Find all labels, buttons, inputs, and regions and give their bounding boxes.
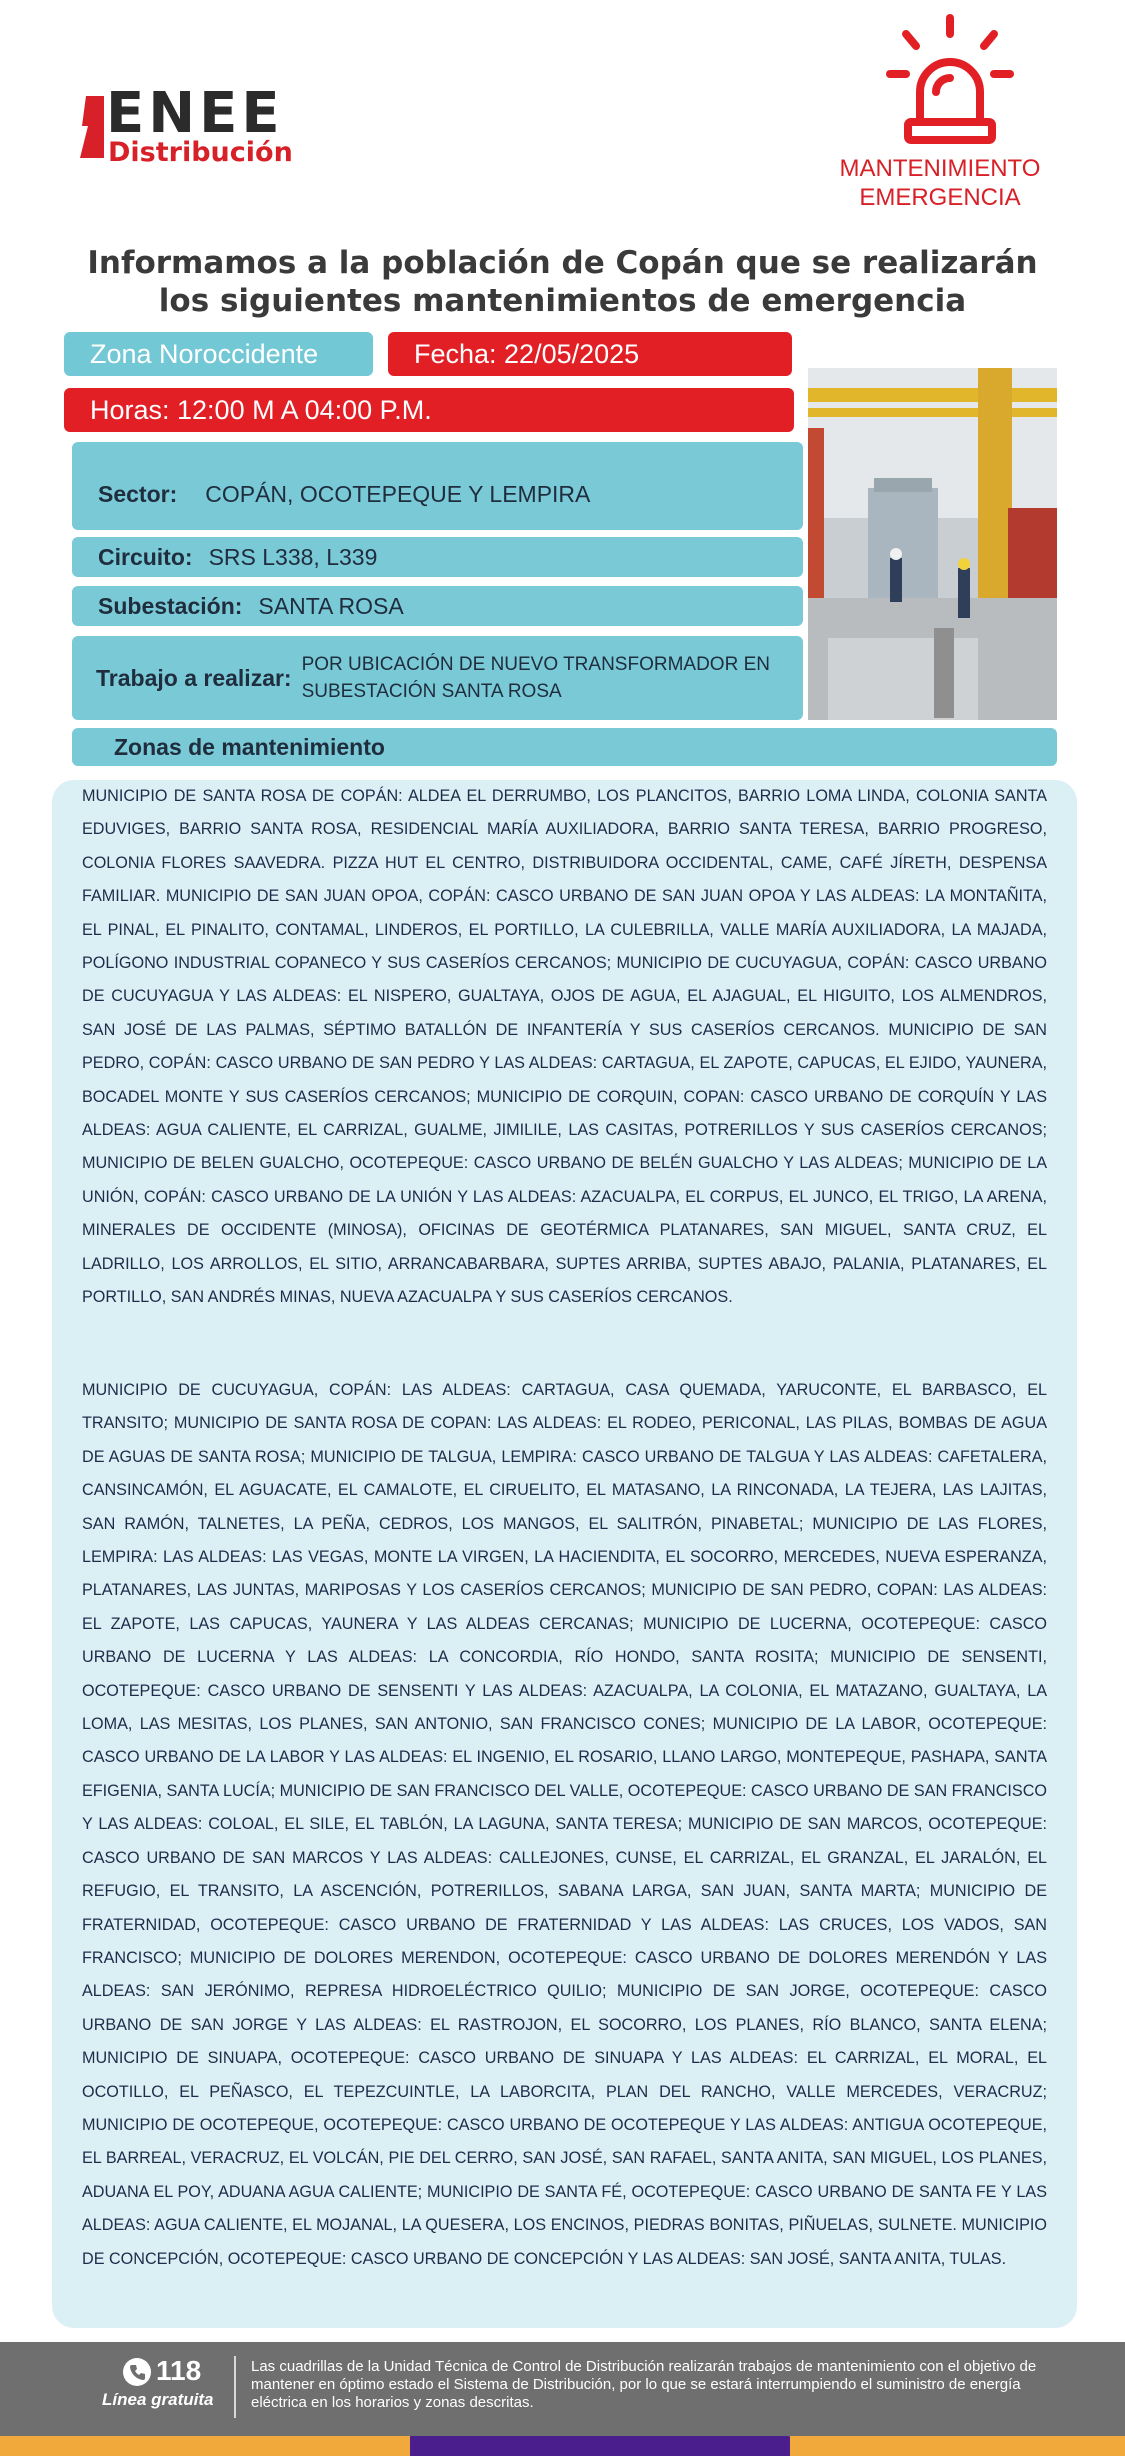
hotline-label: Línea gratuita [102,2390,214,2409]
title-line-2: los siguientes mantenimientos de emergencia [158,283,967,319]
substation-value: SANTA ROSA [258,592,404,619]
emergency-badge-label [820,154,1060,212]
bottom-band-yellow-right [790,2436,1125,2456]
circuit-box [72,537,803,577]
siren-icon [870,10,1020,150]
badge-line-1: MANTENIMIENTO [839,155,1041,182]
logo-subtitle: Distribución [108,137,293,168]
logo-mark-icon [80,96,104,158]
zones-paragraph-1: MUNICIPIO DE SANTA ROSA DE COPÁN: ALDEA EL DERRUMBO, LOS PLANCITOS, BARRIO LOMA LINDA, COLONIA SANTA EDUVIGES, BARRIO SANTA ROSA, RESIDENCIAL MARÍA AUXILIADORA, BARRIO SANTA TERESA, BARRIO PROGRESO, COLONIA FLORES SAAVEDRA. PIZZA HUT EL CENTRO, DISTRIBUIDORA OCCIDENTAL, CAME, CAFÉ JÍRETH, DESPENSA FAMILIAR. MUNICIPIO DE SAN JUAN OPOA, COPÁN: CASCO URBANO DE SAN JUAN OPOA Y LAS ALDEAS: LA MONTAÑITA, EL PINAL, EL PINALITO, CONTAMAL, LINDEROS, EL PORTILLO, LA CULEBRILLA, VALLE MARÍA AUXILIADORA, LA MAJADA, POLÍGONO INDUSTRIAL COPANECO Y SUS CASERÍOS CERCANOS; MUNICIPIO DE CUCUYAGUA, COPÁN: CASCO URBANO DE CUCUYAGUA Y LAS ALDEAS: EL NISPERO, GUALTAYA, OJOS DE AGUA, EL AJAGUAL, EL HIGUITO, LOS ALMENDROS, SAN JOSÉ DE LAS PALMAS, SÉPTIMO BATALLÓN DE INFANTERÍA Y SUS CASERÍOS CERCANOS. MUNICIPIO DE SAN PEDRO, COPÁN: CASCO URBANO DE SAN PEDRO Y LAS ALDEAS: CARTAGUA, EL ZAPOTE, CAPUCAS, EL EJIDO, YAUNERA, BOCADEL MONTE Y SUS CASERÍOS CERCANOS; MUNICIPIO DE CORQUIN, COPAN: CASCO URBANO DE CORQUÍN Y LAS ALDEAS: AGUA CALIENTE, EL CARRIZAL, GUALME, JIMILILE, LAS CASITAS, POTRERILLOS Y SUS CASERÍOS CERCANOS; MUNICIPIO DE BELEN GUALCHO, OCOTEPEQUE: CASCO URBANO DE BELÉN GUALCHO Y LAS ALDEAS; MUNICIPIO DE LA UNIÓN, COPÁN: CASCO URBANO DE LA UNIÓN Y LAS ALDEAS: AZACUALPA, EL CORPUS, EL JUNCO, EL TRIGO, LA ARENA, MINERALES DE OCCIDENTE (MINOSA), OFICINAS DE GEOTÉRMICA PLATANARES, SAN MIGUEL, SANTA CRUZ, EL LADRILLO, LOS ARROLLOS, EL SITIO, ARRANCABARBARA, SUPTES ARRIBA, SUPTES ABAJO, PALANIA, PLATANARES, EL PORTILLO, SAN ANDRÉS MINAS, NUEVA AZACUALPA Y SUS CASERÍOS CERCANOS. [82,787,1047,1307]
sector-label: Sector: [98,480,178,507]
maintenance-zones-panel [52,780,1077,2328]
circuit-value: SRS L338, L339 [208,543,378,570]
sector-box [72,442,803,530]
maintenance-zones-header: Zonas de mantenimiento [72,728,1057,766]
work-value: POR UBICACIÓN DE NUEVO TRANSFORMADOR EN SUBESTACIÓN SANTA ROSA [301,654,770,702]
substation-label: Subestación: [98,592,243,619]
sector-value: COPÁN, OCOTEPEQUE Y LEMPIRA [205,480,591,507]
title-line-1: Informamos a la población de Copán que se realizarán [87,245,1038,281]
date-pill: Fecha: 22/05/2025 [388,332,792,376]
badge-line-2: EMERGENCIA [859,184,1021,211]
footer-notice: Las cuadrillas de la Unidad Técnica de Control de Distribución realizarán trabajos de mantenimiento con el objetivo de mantener en óptimo estado el Sistema de Distribución, por lo que se estará interrumpiendo el suministro de energía eléctrica en los horarios y zonas descritas. [251,2358,1037,2411]
work-label: Trabajo a realizar: [96,664,292,691]
hotline-number[interactable]: 118 [156,2355,202,2386]
page-title [60,244,1065,320]
work-site-photo [808,368,1057,720]
circuit-label: Circuito: [98,543,193,570]
substation-box [72,586,803,626]
footer-divider [234,2356,236,2418]
hours-pill: Horas: 12:00 M A 04:00 P.M. [64,388,794,432]
phone-icon [122,2357,152,2387]
work-box [72,636,803,720]
bottom-band-yellow-left [0,2436,420,2456]
bottom-band-purple [410,2436,800,2456]
logo-word: ENEE [106,81,284,146]
zones-paragraph-2: MUNICIPIO DE CUCUYAGUA, COPÁN: LAS ALDEAS: CARTAGUA, CASA QUEMADA, YARUCONTE, EL BARBASCO, EL TRANSITO; MUNICIPIO DE SANTA ROSA DE COPAN: LAS ALDEAS: EL RODEO, PERICONAL, LAS PILAS, BOMBAS DE AGUA DE AGUAS DE SANTA ROSA; MUNICIPIO DE TALGUA, LEMPIRA: CASCO URBANO DE TALGUA Y LAS ALDEAS: CAFETALERA, CANSINCAMÓN, EL AGUACATE, EL CAMALOTE, EL CIRUELITO, EL MATASANO, LA RINCONADA, LA TEJERA, LAS LAJITAS, SAN RAMÓN, TALNETES, LA PEÑA, CEDROS, LOS MANGOS, EL SALITRÓN, PINABETAL; MUNICIPIO DE LAS FLORES, LEMPIRA: LAS ALDEAS: LAS VEGAS, MONTE LA VIRGEN, LA HACIENDITA, EL SOCORRO, MERCEDES, NUEVA ESPERANZA, PLATANARES, LAS JUNTAS, MARIPOSAS Y LOS CASERÍOS CERCANOS; MUNICIPIO DE SAN PEDRO, COPAN: LAS ALDEAS: EL ZAPOTE, LAS CAPUCAS, YAUNERA Y LAS ALDEAS CERCANAS; MUNICIPIO DE LUCERNA, OCOTEPEQUE: CASCO URBANO DE LUCERNA Y LAS ALDEAS: LA CONCORDIA, RÍO HONDO, SANTA ROSITA; MUNICIPIO DE SENSENTI, OCOTEPEQUE: CASCO URBANO DE SENSENTI Y LAS ALDEAS: AZACUALPA, LA COLONIA, EL MATAZANO, GUALTAYA, LA LOMA, LAS MESITAS, LOS PLANES, SAN ANTONIO, SAN FRANCISCO CONES; MUNICIPIO DE LA LABOR, OCOTEPEQUE: CASCO URBANO DE LA LABOR Y LAS ALDEAS: EL INGENIO, EL ROSARIO, LLANO LARGO, MONTEPEQUE, PASHAPA, SANTA EFIGENIA, SANTA LUCÍA; MUNICIPIO DE SAN FRANCISCO DEL VALLE, OCOTEPEQUE: CASCO URBANO DE SAN FRANCISCO Y LAS ALDEAS: COLOAL, EL SILE, EL TABLÓN, LA LAGUNA, SANTA TERESA; MUNICIPIO DE SAN MARCOS, OCOTEPEQUE: CASCO URBANO DE SAN MARCOS Y LAS ALDEAS: CALLEJONES, CUNSE, EL CARRIZAL, EL GRANZAL, EL JARALÓN, EL REFUGIO, EL TRANSITO, LA ASCENCIÓN, POTRERILLOS, SABANA LARGA, SAN JUAN, SANTA MARTA; MUNICIPIO DE FRATERNIDAD, OCOTEPEQUE: CASCO URBANO DE FRATERNIDAD Y LAS ALDEAS: LAS CRUCES, LOS VADOS, SAN FRANCISCO; MUNICIPIO DE DOLORES MERENDON, OCOTEPEQUE: CASCO URBANO DE DOLORES MERENDÓN Y LAS ALDEAS: SAN JERÓNIMO, REPRESA HIDROELÉCTRICO QUILIO; MUNICIPIO DE SAN JORGE, OCOTEPEQUE: CASCO URBANO DE SAN JORGE Y LAS ALDEAS: EL RASTROJON, EL SOCORRO, LOS PLANES, RÍO BLANCO, SANTA ELENA; MUNICIPIO DE SINUAPA, OCOTEPEQUE: CASCO URBANO DE SINUAPA Y LAS ALDEAS: EL CARRIZAL, EL MORAL, EL OCOTILLO, EL PEÑASCO, EL TEPEZCUINTLE, LA LABORCITA, PLAN DEL RANCHO, VALLE MERCEDES, VERACRUZ; MUNICIPIO DE OCOTEPEQUE, OCOTEPEQUE: CASCO URBANO DE OCOTEPEQUE Y LAS ALDEAS: ANTIGUA OCOTEPEQUE, EL BARREAL, VERACRUZ, EL VOLCÁN, PIE DEL CERRO, SAN JOSÉ, SAN RAFAEL, SANTA ANITA, SAN MIGUEL, LOS PLANES, ADUANA EL POY, ADUANA AGUA CALIENTE; MUNICIPIO DE SANTA FÉ, OCOTEPEQUE: CASCO URBANO DE SANTA FE Y LAS ALDEAS: AGUA CALIENTE, EL MOJANAL, LA QUESERA, LOS ENCINOS, PIEDRAS BONITAS, PIÑUELAS, SULNETE. MUNICIPIO DE CONCEPCIÓN, OCOTEPEQUE: CASCO URBANO DE CONCEPCIÓN Y LAS ALDEAS: SAN JOSÉ, SANTA ANITA, TULAS. [82,1381,1047,2268]
zone-pill: Zona Noroccidente [64,332,373,376]
